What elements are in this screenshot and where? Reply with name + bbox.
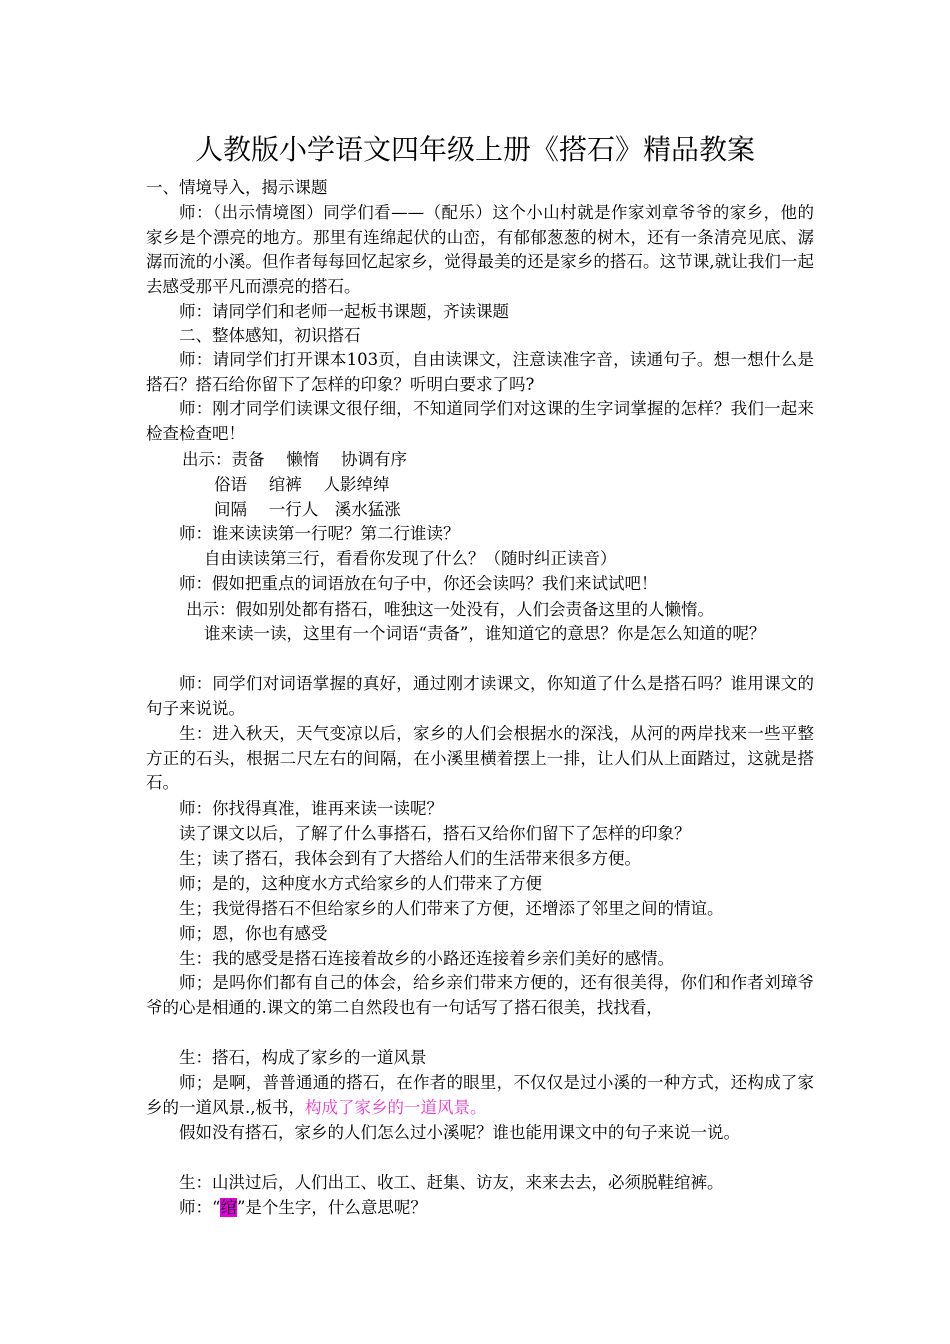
paragraph-student-answer-4: 生：我的感受是搭石连接着故乡的小路还连接着乡亲们美好的感情。 <box>179 949 674 968</box>
document-title: 人教版小学语文四年级上册《搭石》精品教案 <box>194 133 755 166</box>
section-heading-1: 一、情境导入，揭示课题 <box>146 178 328 197</box>
quote-rest-text: ”是个生字，什么意思呢？ <box>236 1198 427 1217</box>
section-heading-2: 二、整体感知，初识搭石 <box>179 326 361 345</box>
paragraph-board-title: 师：请同学们和老师一起板书课题，齐读课题 <box>179 302 509 321</box>
paragraph-student-answer-2: 生；读了搭石，我体会到有了大搭给人们的生活带来很多方便。 <box>179 849 641 868</box>
paragraph-free-read: 自由读读第三行，看看你发现了什么？（随时纠正读音） <box>204 549 617 568</box>
paragraph-what-is-dashi: 师：同学们对词语掌握的真好，通过刚才读课文，你知道了什么是搭石吗？谁用课文的句子来说说。 <box>146 674 814 718</box>
vocab-row-1: 出示：责备 懒惰 协调有序 <box>182 450 407 469</box>
paragraph-student-answer-3: 生；我觉得搭石不但给家乡的人们带来了方便，还增添了邻里之间的情谊。 <box>179 899 724 918</box>
paragraph-read-again: 师：你找得真准，谁再来读一读呢？ <box>179 799 443 818</box>
paragraph-student-scenery: 生：搭石，构成了家乡的一道风景 <box>179 1048 427 1067</box>
paragraph-student-answer-5: 生：山洪过后，人们出工、收工、赶集、访友，来来去去，必须脱鞋绾裤。 <box>179 1173 724 1192</box>
quote-open-text: 师：“ <box>179 1198 221 1217</box>
highlighted-character: 绾 <box>220 1198 237 1217</box>
paragraph-show-sentence: 出示：假如别处都有搭石，唯独这一处没有，人们会责备这里的人懒惰。 <box>186 600 714 619</box>
paragraph-teacher-reply-1: 师；是的，这种度水方式给家乡的人们带来了方便 <box>179 874 542 893</box>
paragraph-read-rows: 师：谁来读读第一行呢？第二行谁读？ <box>179 524 460 543</box>
vocab-row-3: 间隔 一行人 溪水猛涨 <box>214 500 401 519</box>
paragraph-new-character <box>179 1196 427 1220</box>
paragraph-intro: 师：（出示情境图）同学们看——（配乐）这个小山村就是作家刘章爷爷的家乡，他的家乡是个漂亮的地方。那里有连绵起伏的山峦，有郁郁葱葱的树木，还有一条清亮见底、潺潺而流的小溪。但作者每每回忆起家乡，觉得最美的还是家乡的搭石。这节课,就让我们一起去感受那平凡而漂亮的搭石。 <box>146 203 814 296</box>
paragraph-teacher-reply-2: 师；恩，你也有感受 <box>179 924 328 943</box>
vocab-row-2: 俗语 绾裤 人影绰绰 <box>214 475 390 494</box>
paragraph-meaning-question: 谁来读一读，这里有一个词语“责备”，谁知道它的意思？你是怎么知道的呢？ <box>204 624 766 643</box>
paragraph-open-book: 师：请同学们打开课本103页，自由读课文，注意读准字音，读通句子。想一想什么是搭石？搭石给你留下了怎样的印象？听明白要求了吗? <box>146 350 814 394</box>
paragraph-student-answer-1: 生：进入秋天，天气变凉以后，家乡的人们会根据水的深浅，从河的两岸找来一些平整方正的石头，根据二尺左右的间隔，在小溪里横着摆上一排，让人们从上面踏过，这就是搭石。 <box>146 724 814 793</box>
paragraph-teacher-beauty: 师；是吗你们都有自己的体会，给乡亲们带来方便的，还有很美得，你们和作者刘璋爷爷的心是相通的.课文的第二自然段也有一句话写了搭石很美，找找看， <box>146 973 814 1017</box>
paragraph-teacher-board <box>146 1071 814 1120</box>
paragraph-words-in-sentence: 师：假如把重点的词语放在句子中，你还会读吗？我们来试试吧！ <box>179 574 658 593</box>
paragraph-check-words: 师：刚才同学们读课文很仔细，不知道同学们对这课的生字词掌握的怎样？我们一起来检查检查吧！ <box>146 399 814 443</box>
paragraph-impression: 读了课文以后，了解了什么事搭石，搭石又给你们留下了怎样的印象？ <box>179 824 691 843</box>
board-writing-text: 构成了家乡的一道风景。 <box>305 1097 487 1117</box>
paragraph-without-dashi: 假如没有搭石，家乡的人们怎么过小溪呢？谁也能用课文中的句子来说一说。 <box>179 1123 740 1142</box>
board-lead-text: 师；是啊，普普通通的搭石，在作者的眼里，不仅仅是过小溪的一种方式，还构成了家乡的一道风景.,板书， <box>146 1073 814 1117</box>
